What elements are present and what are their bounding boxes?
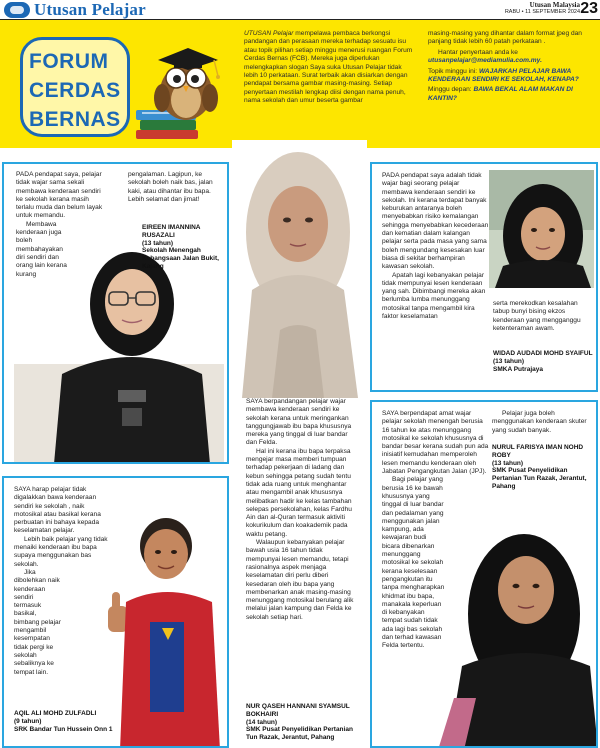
student-photo	[489, 170, 594, 288]
forum-banner	[0, 20, 600, 148]
author-age: (13 tahun)	[493, 357, 525, 365]
letter-paragraph: Lebih baik pelajar yang tidak menaiki kenderaan ibu bapa supaya menggunakan bas sekolah.	[14, 535, 108, 568]
publication-date: RABU • 11 SEPTEMBER 2024	[504, 9, 580, 15]
letter-text-continued	[128, 171, 226, 204]
submission-email-line	[428, 49, 598, 66]
brand-name: Utusan Pelajar	[34, 0, 146, 19]
author-name: AQIL ALI MOHD ZULFADLI	[14, 710, 97, 717]
letter-card-eireen	[2, 162, 229, 464]
letter-text	[382, 410, 490, 651]
letter-paragraph: serta merekodkan kesalahan tabup bunyi bising ekzos kenderaan yang mengganggu ketenteraman awam.	[493, 300, 581, 332]
page-header	[0, 0, 600, 20]
publication-name: Utusan Malaysia	[529, 1, 580, 9]
brand-logo-icon	[4, 2, 30, 18]
letter-text	[14, 486, 110, 677]
author-school: SMK Pusat Penyelidikan Pertanian Tun Razak, Jerantut, Pahang	[492, 467, 587, 490]
banner-intro	[244, 30, 416, 106]
logo-line: FORUM	[29, 50, 109, 73]
letter-text	[16, 171, 106, 279]
logo-line: BERNAS	[29, 108, 121, 131]
letter-paragraph: PADA pendapat saya adalah tidak wajar bagi seorang pelajar membawa kenderaan sendiri ke sekolah. Ini kerana terdapat banyak keburukan antaranya boleh menyebabkan risiko kemalangan sehingga menyebabkan kecederaan dan kematian dalam kalangan pelajar serta pada masa yang sama boleh mengundang kesesakan luar biasa di sekitar berhampiran kawasan sekolah.	[382, 172, 489, 271]
intro-lead: UTUSAN Pelajar	[244, 30, 294, 37]
letter-paragraph: pengalaman. Lagipun, ke sekolah boleh naik bas, jalan kaki, atau dihantar ibu bapa. Lebih selamat dan jimat!	[128, 171, 213, 203]
topic-question: WAJARKAH PELAJAR BAWA KENDERAAN SENDIRI KE SEKOLAH, KENAPA?	[428, 67, 579, 84]
intro-text: mempelawa pembaca berkongsi pandangan dan perasaan mereka terhadap sesuatu isu atau topik pilihan setiap minggu menerusi ruangan Forum Cerdas Bernas (FCB). Mereka juga diperlukan melengkapkan slogan Saya suka Utusan Pelajar tidak lebih 10 perkataan. Surat terbaik akan disiarkan dengan pendapat bersama gambar masing-masing. Setiap penyertaan mestilah lengkap diisi dengan nama penuh, nama sekolah dan umur beserta gambar	[244, 30, 413, 105]
author-name: NURUL FARISYA IMAN NOHD ROBY	[492, 444, 584, 459]
page-number: 23	[580, 0, 598, 17]
letter-paragraph: Hal ini kerana ibu bapa terpaksa mengejar masa memberi tumpuan terhadap pekerjaan di ladang dan kebun sehingga petang sudah tentu tidak ada ruang untuk menghantar atau mengambil anak khususnya melibatkan hadir ke kelas tambahan selepas persekolahan, kelas Fardhu Ain dan al-Quran termasuk aktiviti kokurikulum dan koakademik pada waktu petang.	[246, 447, 352, 538]
author-age: (13 tahun)	[492, 459, 524, 467]
next-topic-line	[428, 86, 598, 103]
student-photo-nur	[232, 140, 367, 398]
topic-line	[428, 68, 598, 85]
author-age: (14 tahun)	[246, 718, 278, 726]
letter-paragraph: Pelajar juga boleh menggunakan kenderaan skuter yang sudah banyak.	[492, 410, 587, 434]
letter-paragraph: SAYA harap pelajar tidak digalakkan bawa kenderaan sendiri ke sekolah , naik motosikal atau basikal kerana perbuatan ini bahaya kepada keselamatan pelajar.	[14, 486, 101, 535]
submission-format: masing-masing yang dihantar dalam format jpeg dan panjang tidak lebih 60 patah perkataan .	[428, 30, 582, 46]
letter-paragraph: Membawa kenderaan juga boleh membahayakan diri sendiri dan orang lain kerana kurang	[16, 220, 67, 278]
author-school: SRK Bandar Tun Hussein Onn 1	[14, 725, 113, 733]
author-name: NUR QASEH HANNANI SYAMSUL BOKHAIRI	[246, 703, 350, 718]
letter-byline	[142, 224, 226, 271]
author-age: (13 tahun)	[142, 239, 174, 247]
author-school: Sekolah Menengah Kebangsaan Jalan Bukit, Kajang	[142, 247, 219, 270]
letter-text-continued	[493, 300, 593, 333]
letter-paragraph: SAYA berpendapat amat wajar pelajar sekolah menengah berusia 16 tahun ke atas menunggang motosikal ke sekolah khususnya di bandar besar kerana sudah pun ada inisiatif kemudahan memperoleh lesen memandu kenderaan oleh Jabatan Pengangkutan Jalan (JPJ).	[382, 410, 489, 476]
submission-email-link[interactable]: utusanpelajar@mediamulia.com.my.	[428, 57, 542, 65]
letter-text	[382, 172, 490, 321]
author-name: EIREEN IMANNINA RUSAZALI	[142, 224, 201, 239]
letter-paragraph: SAYA berpandangan pelajar wajar membawa kenderaan sendiri ke sekolah kerana untuk meringankan tanggungjawab ibu bapa khususnya mereka yang tinggal di luar bandar dan Felda.	[246, 398, 352, 447]
owl-mascot-icon	[134, 26, 232, 142]
letter-text-continued	[492, 410, 596, 435]
letter-paragraph: Jika dibolehkan naik kenderaan sendiri termasuk basikal, bimbang pelajar mengambil kesempatan tidak pergi ke sekolah sebaliknya ke tempat lain.	[14, 568, 61, 676]
banner-submission-info	[428, 30, 598, 105]
letter-card-nurul	[370, 400, 598, 748]
letter-paragraph: PADA pendapat saya, pelajar tidak wajar sama sekali membawa kenderaan sendiri ke sekolah kerana masih terlalu muda dan belum layak untuk memandu.	[16, 171, 103, 220]
forum-logo	[20, 37, 130, 137]
author-age: (9 tahun)	[14, 717, 42, 725]
brand	[4, 0, 146, 19]
next-label: Minggu depan:	[428, 86, 474, 94]
publication-info	[495, 1, 580, 15]
logo-line: CERDAS	[29, 79, 121, 102]
letter-byline-nur	[246, 703, 358, 742]
author-name: WIDAD AUDADI MOHD SYAIFUL	[493, 350, 593, 357]
author-school: SMKA Putrajaya	[493, 365, 543, 373]
letter-byline	[14, 710, 114, 733]
next-topic: BAWA BEKAL ALAM MAKAN DI KANTIN?	[428, 86, 573, 102]
letter-card-widad	[370, 162, 598, 392]
letter-paragraph: Apatah lagi kebanyakan pelajar tidak mempunyai lesen kenderaan yang sah. Dibimbangi mereka akan berlumba lumba menunggang motosikal tanpa mengambil kira faktor keselamatan	[382, 271, 486, 321]
letter-paragraph: Walaupun kebanyakan pelajar bawah usia 16 tahun tidak mempunyai lesen memandu, tetapi rasionalnya aspek menjaga keselamatan diri perlu diberi kesedaran oleh ibu bapa yang membenarkan anak masing-masing menunggang motosikal berulang alik melalui jalan kampung dan Felda ke sekolah setiap hari.	[246, 539, 354, 621]
letter-text-nur	[246, 398, 356, 622]
send-prefix: Hantar penyertaan anda ke	[438, 48, 518, 56]
letter-byline	[492, 444, 596, 491]
topic-label: Topik minggu ini:	[428, 67, 479, 75]
student-photo	[96, 504, 228, 748]
letter-byline	[493, 350, 593, 373]
author-school: SMK Pusat Penyelidikan Pertanian Tun Razak, Jerantut, Pahang	[246, 726, 353, 742]
letter-paragraph: Bagi pelajar yang berusia 16 ke bawah khususnya yang tinggal di luar bandar dan pedalaman yang menggunakan jalan kampung, ada kewajaran budi bicara dibenarkan menunggang motosikal ke sekolah kerana keselesaan pengangkutan itu tanpa mengharapkan khidmat ibu bapa, manakala keperluan di kebanyakan tempat sudah tidak ada lagi bas sekolah dan terhad kawasan Felda tertentu.	[382, 476, 445, 650]
letter-card-aqil	[2, 476, 229, 748]
